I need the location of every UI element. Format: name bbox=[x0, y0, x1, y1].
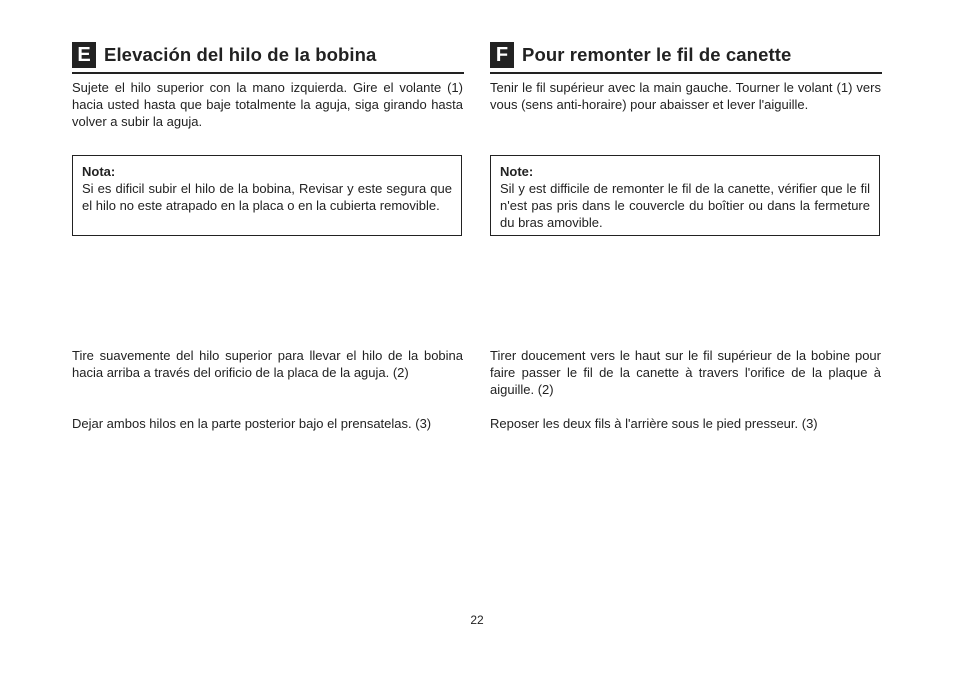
spanish-note-box bbox=[72, 155, 462, 236]
spanish-paragraph-2: Tire suavemente del hilo superior para llevar el hilo de la bobina hacia arriba a través del orificio de la placa de la aguja. (2) bbox=[72, 348, 463, 380]
french-paragraph-1: Tenir le fil supérieur avec la main gauche. Tourner le volant (1) vers vous (sens anti-horaire) pour abaisser et lever l'aiguille. bbox=[490, 80, 881, 112]
french-paragraph-3: Reposer les deux fils à l'arrière sous le pied presseur. (3) bbox=[490, 416, 818, 431]
french-paragraph-2: Tirer doucement vers le haut sur le fil supérieur de la bobine pour faire passer le fil de la canette à travers l'orifice de la plaque à aiguille. (2) bbox=[490, 348, 881, 397]
spanish-section bbox=[72, 40, 464, 431]
spanish-title: Elevación del hilo de la bobina bbox=[104, 44, 377, 65]
language-badge-e: E bbox=[72, 42, 96, 68]
french-note-text: Sil y est difficile de remonter le fil de la canette, vérifier que le fil n'est pas pris dans le couvercle du boîtier ou dans la fermeture du bras amovible. bbox=[500, 181, 870, 230]
french-heading bbox=[490, 40, 882, 74]
french-section bbox=[490, 40, 882, 431]
spanish-paragraph-3: Dejar ambos hilos en la parte posterior bajo el prensatelas. (3) bbox=[72, 416, 432, 431]
spanish-note-text: Si es dificil subir el hilo de la bobina, Revisar y este segura que el hilo no este atrapado en la placa o en la cubierta removible. bbox=[82, 181, 452, 213]
page-number: 22 bbox=[470, 613, 484, 627]
french-note-label: Note: bbox=[500, 164, 534, 179]
french-note-box bbox=[490, 155, 880, 236]
spanish-note-label: Nota: bbox=[82, 164, 116, 179]
language-badge-f: F bbox=[490, 42, 514, 68]
spanish-heading bbox=[72, 40, 464, 74]
spanish-paragraph-1: Sujete el hilo superior con la mano izquierda. Gire el volante (1) hacia usted hasta que baje totalmente la aguja, siga girando hasta volver a subir la aguja. bbox=[72, 80, 463, 129]
french-title: Pour remonter le fil de canette bbox=[522, 44, 792, 65]
